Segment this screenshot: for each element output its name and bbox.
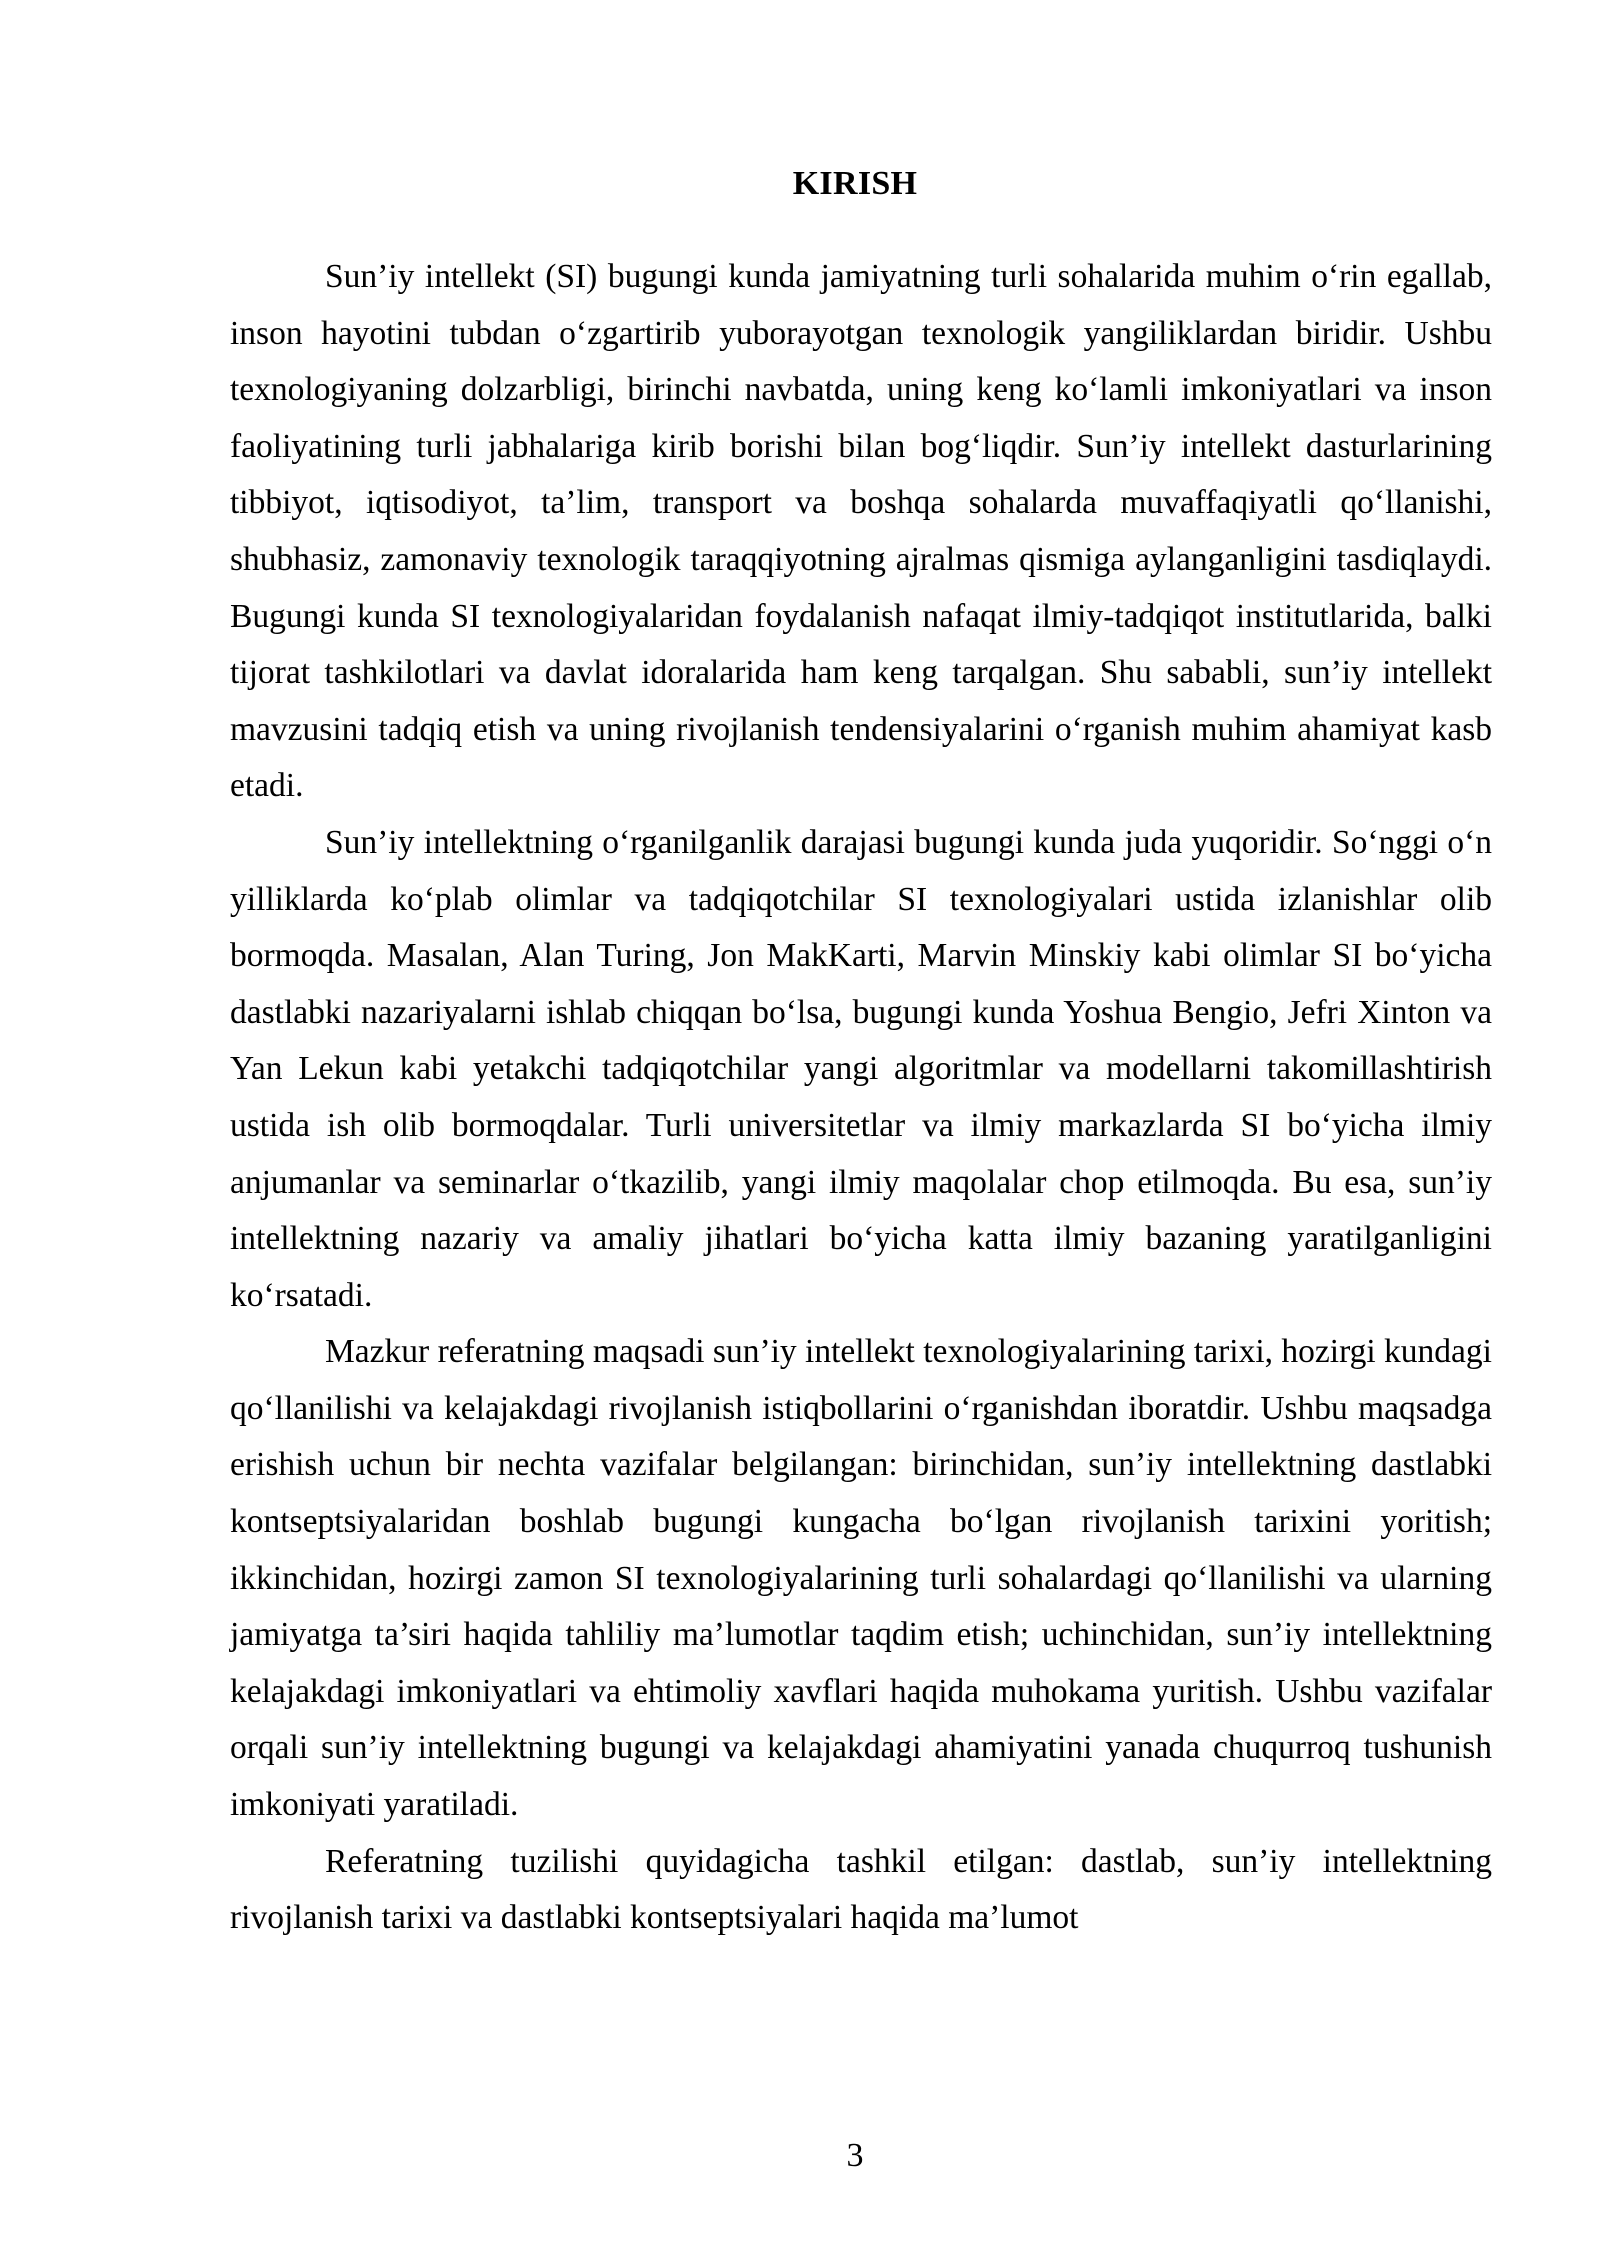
page-title: KIRISH [792, 165, 918, 202]
page-number: 3 [846, 2137, 864, 2174]
paragraph-3: Mazkur referatning maqsadi sun’iy intellekt texnologiyalarining tarixi, hozirgi kundagi qo‘llanilishi va kelajakdagi rivojlanish istiqbollarini o‘rganishdan iboratdir. Ushbu maqsadga erishish uchun bir nechta vazifalar belgilangan: birinchidan, sun’iy intellektning dastlabki kontseptsiyalaridan boshlab bugungi kungacha bo‘lgan rivojlanish tarixini yoritish; ikkinchidan, hozirgi zamon SI texnologiyalarining turli sohalardagi qo‘llanilishi va ularning jamiyatga ta’siri haqida tahliliy ma’lumotlar taqdim etish; uchinchidan, sun’iy intellektning kelajakdagi imkoniyatlari va ehtimoliy xavflari haqida muhokama yuritish. Ushbu vazifalar orqali sun’iy intellektning bugungi va kelajakdagi ahamiyatini yanada chuqurroq tushunish imkoniyati yaratiladi. [230, 1333, 1492, 1824]
paragraph-2: Sun’iy intellektning o‘rganilganlik darajasi bugungi kunda juda yuqoridir. So‘nggi o‘n yilliklarda ko‘plab olimlar va tadqiqotchilar SI texnologiyalari ustida izlanishlar olib bormoqda. Masalan, Alan Turing, Jon MakKarti, Marvin Minskiy kabi olimlar SI bo‘yicha dastlabki nazariyalarni ishlab chiqqan bo‘lsa, bugungi kunda Yoshua Bengio, Jefri Xinton va Yan Lekun kabi yetakchi tadqiqotchilar yangi algoritmlar va modellarni takomillashtirish ustida ish olib bormoqdalar. Turli universitetlar va ilmiy markazlarda SI bo‘yicha ilmiy anjumanlar va seminarlar o‘tkazilib, yangi ilmiy maqolalar chop etilmoqda. Bu esa, sun’iy intellektning nazariy va amaliy jihatlari bo‘yicha katta ilmiy bazaning yaratilganligini ko‘rsatadi. [230, 823, 1492, 1314]
document-body [230, 249, 1492, 1947]
paragraph-1: Sun’iy intellekt (SI) bugungi kunda jamiyatning turli sohalarida muhim o‘rin egallab, inson hayotini tubdan o‘zgartirib yuborayotgan texnologik yangiliklardan biridir. Ushbu texnologiyaning dolzarbligi, birinchi navbatda, uning keng ko‘lamli imkoniyatlari va inson faoliyatining turli jabhalariga kirib borishi bilan bog‘liqdir. Sun’iy intellekt dasturlarining tibbiyot, iqtisodiyot, ta’lim, transport va boshqa sohalarda muvaffaqiyatli qo‘llanishi, shubhasiz, zamonaviy texnologik taraqqiyotning ajralmas qismiga aylanganligini tasdiqlaydi. Bugungi kunda SI texnologiyalaridan foydalanish nafaqat ilmiy-tadqiqot institutlarida, balki tijorat tashkilotlari va davlat idoralarida ham keng tarqalgan. Shu sababli, sun’iy intellekt mavzusini tadqiq etish va uning rivojlanish tendensiyalarini o‘rganish muhim ahamiyat kasb etadi. [230, 258, 1492, 805]
paragraph-4: Referatning tuzilishi quyidagicha tashkil etilgan: dastlab, sun’iy intellektning rivojlanish tarixi va dastlabki kontseptsiyalari haqida ma’lumot [230, 1842, 1492, 1937]
